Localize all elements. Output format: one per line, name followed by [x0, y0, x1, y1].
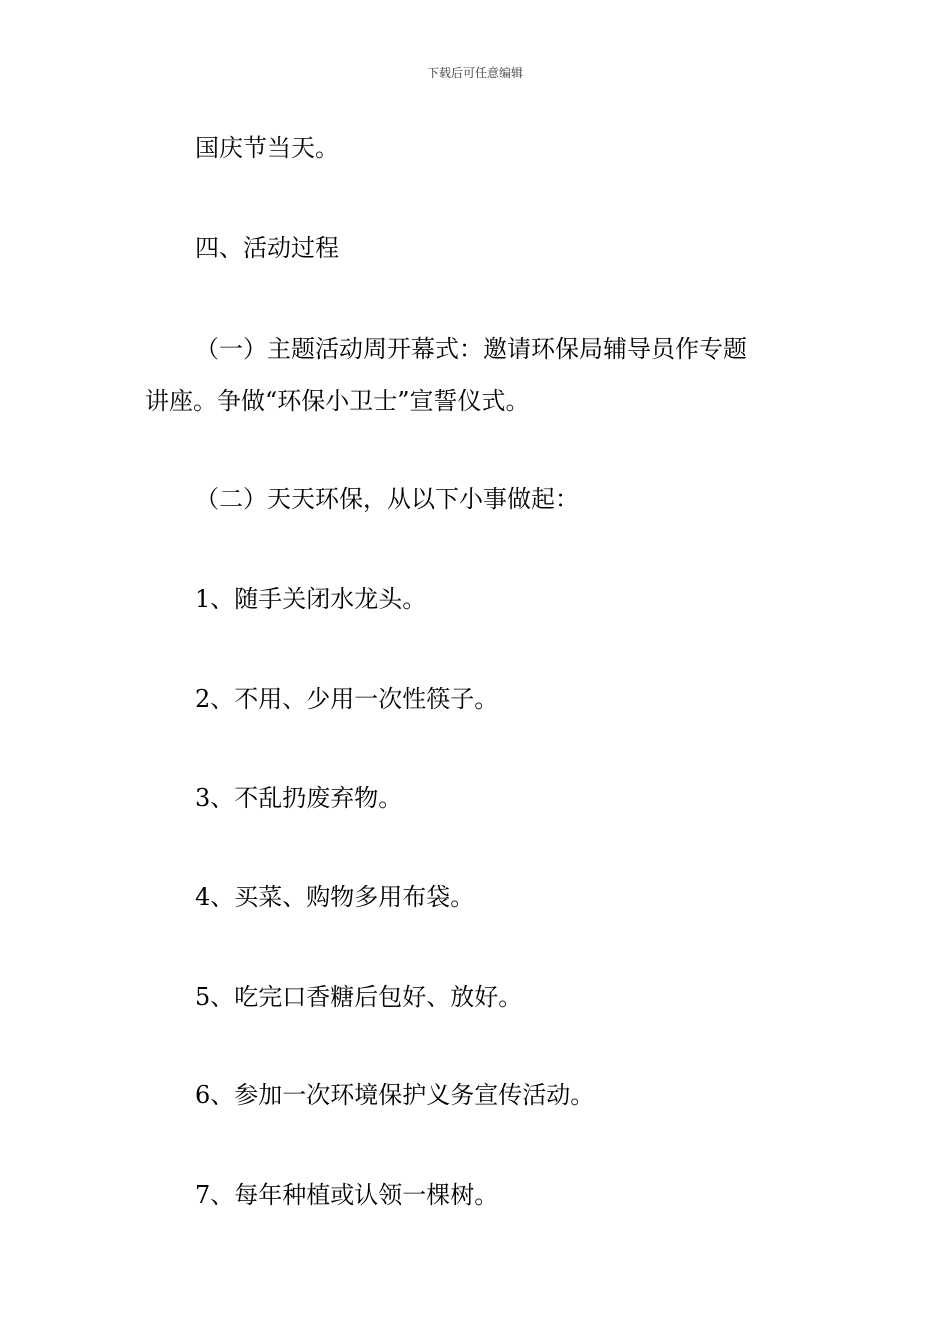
list-item: 7、每年种植或认领一棵树。	[195, 1181, 499, 1209]
subsection-heading: （二）天天环保，从以下小事做起：	[195, 485, 579, 513]
list-item: 3、不乱扔废弃物。	[195, 784, 403, 812]
paragraph-line: 国庆节当天。	[195, 134, 339, 162]
list-item: 4、买菜、购物多用布袋。	[195, 883, 475, 911]
list-item: 1、随手关闭水龙头。	[195, 585, 427, 613]
list-item: 6、参加一次环境保护义务宣传活动。	[195, 1081, 595, 1109]
list-item: 2、不用、少用一次性筷子。	[195, 685, 499, 713]
page-header: 下载后可任意编辑	[426, 66, 523, 80]
section-heading: 四、活动过程	[195, 234, 339, 262]
paragraph-line: 讲座。争做“环保小卫士”宣誓仪式。	[145, 387, 530, 415]
paragraph-line: （一）主题活动周开幕式：邀请环保局辅导员作专题	[195, 335, 747, 363]
list-item: 5、吃完口香糖后包好、放好。	[195, 983, 523, 1011]
